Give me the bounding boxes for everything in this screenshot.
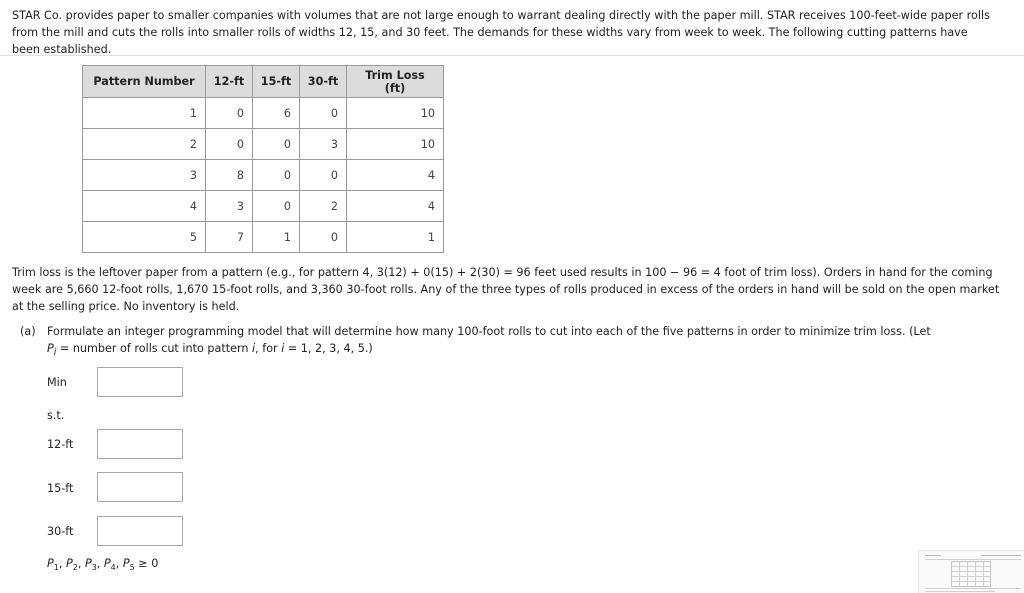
cell-30ft: 0	[300, 222, 347, 253]
trim-loss-paragraph: Trim loss is the leftover paper from a pattern (e.g., for pattern 4, 3(12) + 0(15) + 2(30) = 96 feet used results in 100 − 96 = 4 foot of trim loss). Orders in hand for the coming week are 5,660 12-foot rolls, 1,670 15-foot rolls, and 3,360 30-foot rolls. Any of the three types of rolls produced in excess of the orders in hand will be sold on the open market at the selling price. No inventory is held.	[12, 266, 1000, 313]
cell-pattern: 1	[83, 98, 206, 129]
cell-15ft: 1	[253, 222, 300, 253]
page-thumbnail[interactable]	[918, 550, 1024, 593]
cell-12ft: 7	[206, 222, 253, 253]
header-15ft: 15-ft	[253, 66, 300, 98]
cell-15ft: 0	[253, 160, 300, 191]
cutting-patterns-table	[82, 65, 444, 253]
cell-trim-loss: 10	[347, 129, 444, 160]
cell-12ft: 3	[206, 191, 253, 222]
cell-pattern: 2	[83, 129, 206, 160]
min-label: Min	[47, 376, 67, 389]
constraint-label-12ft: 12-ft	[47, 438, 74, 451]
objective-input[interactable]	[97, 367, 183, 397]
constraint-15ft-input[interactable]	[97, 472, 183, 502]
part-a-text: Formulate an integer programming model that will determine how many 100-foot rolls to cut into each of the five patterns in order to minimize trim loss. (Let $P_i$ = number of rolls cut into pattern i, for i = 1, 2, 3, 4, 5.)	[47, 325, 931, 359]
header-12ft: 12-ft	[206, 66, 253, 98]
cell-15ft: 6	[253, 98, 300, 129]
cell-12ft: 8	[206, 160, 253, 191]
cell-pattern: 4	[83, 191, 206, 222]
cell-15ft: 0	[253, 191, 300, 222]
cell-12ft: 0	[206, 129, 253, 160]
cell-trim-loss: 1	[347, 222, 444, 253]
constraint-12ft-input[interactable]	[97, 429, 183, 459]
cell-trim-loss: 4	[347, 191, 444, 222]
table-row	[83, 191, 444, 222]
cell-30ft: 3	[300, 129, 347, 160]
cell-30ft: 0	[300, 98, 347, 129]
part-a-label: (a)	[20, 325, 36, 338]
table-row	[83, 129, 444, 160]
cell-pattern: 5	[83, 222, 206, 253]
table-row	[83, 98, 444, 129]
nonnegativity-constraint: $P_1$, $P_2$, $P_3$, $P_4$, $P_5 \ge 0$	[47, 557, 159, 573]
cell-15ft: 0	[253, 129, 300, 160]
header-30ft: 30-ft	[300, 66, 347, 98]
cell-30ft: 2	[300, 191, 347, 222]
header-trim-loss: Trim Loss (ft)	[347, 66, 444, 98]
cell-12ft: 0	[206, 98, 253, 129]
cell-pattern: 3	[83, 160, 206, 191]
constraint-30ft-input[interactable]	[97, 516, 183, 546]
constraint-label-30ft: 30-ft	[47, 525, 74, 538]
cell-30ft: 0	[300, 160, 347, 191]
table-row	[83, 222, 444, 253]
header-pattern-number: Pattern Number	[83, 66, 206, 98]
thumbnail-table	[951, 561, 991, 587]
intro-paragraph: STAR Co. provides paper to smaller companies with volumes that are not large enough to warrant dealing directly with the paper mill. STAR receives 100-feet-wide paper rolls from the mill and cuts the rolls into smaller rolls of widths 12, 15, and 30 feet. The demands for these widths vary from week to week. The following cutting patterns have been established.	[12, 9, 990, 56]
table-row	[83, 160, 444, 191]
part-a-prompt	[20, 323, 980, 361]
constraint-label-15ft: 15-ft	[47, 482, 74, 495]
subject-to-label: s.t.	[47, 409, 65, 422]
cell-trim-loss: 4	[347, 160, 444, 191]
divider	[0, 55, 1024, 56]
table-header-row	[83, 66, 444, 98]
cell-trim-loss: 10	[347, 98, 444, 129]
